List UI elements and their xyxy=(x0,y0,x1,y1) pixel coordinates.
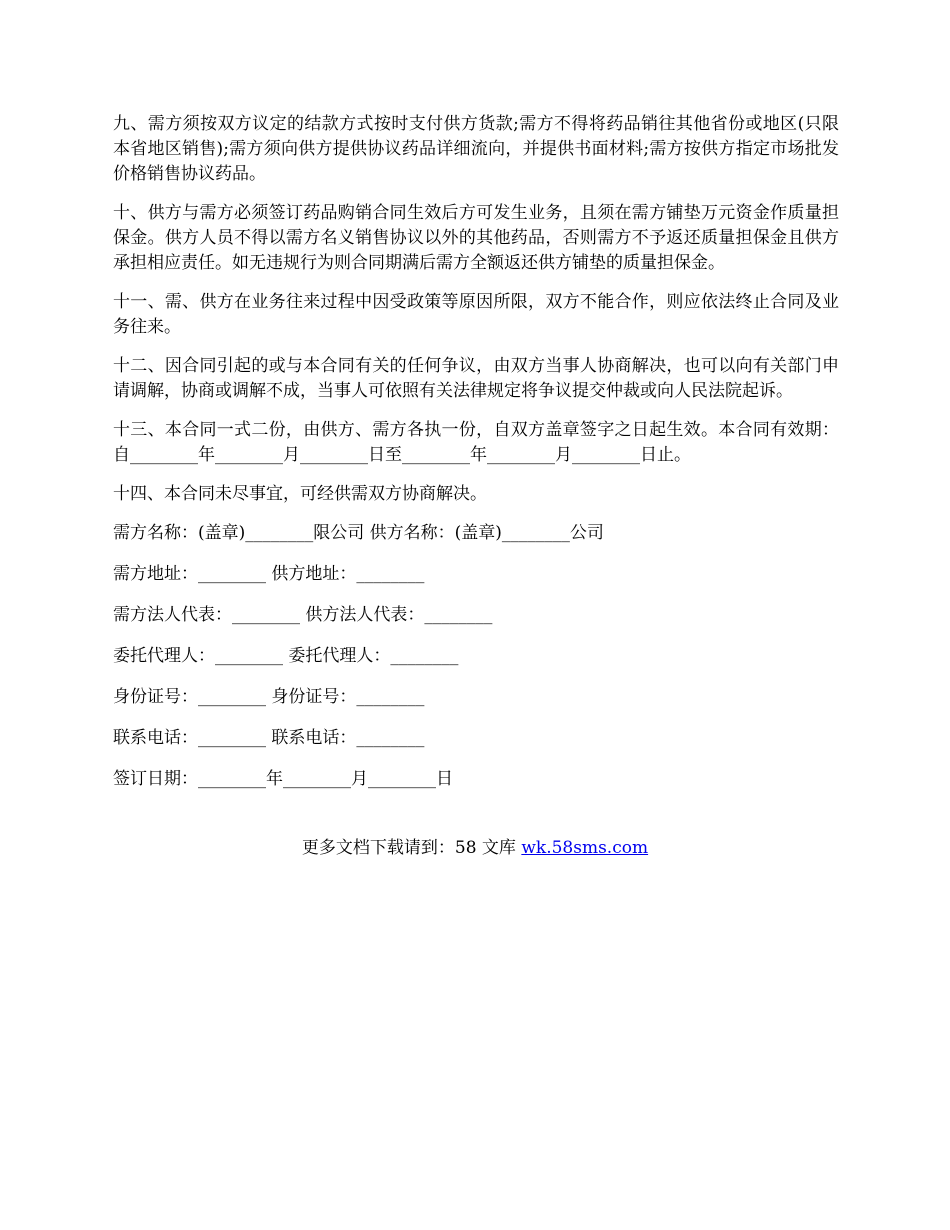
authorized-agent-line: 委托代理人：________ 委托代理人：________ xyxy=(113,646,459,666)
legal-representative-line: 需方法人代表：________ 供方法人代表：________ xyxy=(113,605,493,625)
footer-prefix: 更多文档下载请到：58 文库 xyxy=(301,838,522,858)
clause-9: 九、需方须按双方议定的结款方式按时支付供方货款;需方不得将药品销往其他省份或地区(只限本省地区销售);需方须向供方提供协议药品详细流向，并提供书面材料;需方按供方指定市场批发价格销售协议药品。 xyxy=(113,114,839,184)
footer-download-note xyxy=(0,836,950,861)
phone-line: 联系电话：________ 联系电话：________ xyxy=(113,728,425,748)
id-number-line: 身份证号：________ 身份证号：________ xyxy=(113,687,425,707)
clause-11: 十一、需、供方在业务往来过程中因受政策等原因所限，双方不能合作，则应依法终止合同及业务往来。 xyxy=(113,292,839,337)
clause-10: 十、供方与需方必须签订药品购销合同生效后方可发生业务，且须在需方铺垫万元资金作质量担保金。供方人员不得以需方名义销售协议以外的其他药品，否则需方不予返还质量担保金且供方承担相应责任。如无违规行为则合同期满后需方全额返还供方铺垫的质量担保金。 xyxy=(113,203,839,273)
party-address-line: 需方地址：________ 供方地址：________ xyxy=(113,564,425,584)
footer-link[interactable]: wk.58sms.com xyxy=(521,838,649,858)
clause-13: 十三、本合同一式二份，由供方、需方各执一份，自双方盖章签字之日起生效。本合同有效期：自________年________月________日至________年________月________日止。 xyxy=(113,420,839,465)
clause-12: 十二、因合同引起的或与本合同有关的任何争议，由双方当事人协商解决，也可以向有关部门申请调解，协商或调解不成，当事人可依照有关法律规定将争议提交仲裁或向人民法院起诉。 xyxy=(113,356,839,401)
clause-14: 十四、本合同未尽事宜，可经供需双方协商解决。 xyxy=(113,484,487,504)
contract-body xyxy=(113,112,839,808)
party-names-line: 需方名称：(盖章)________限公司 供方名称：(盖章)________公司 xyxy=(113,523,604,543)
signing-date-line: 签订日期：________年________月________日 xyxy=(113,769,453,789)
